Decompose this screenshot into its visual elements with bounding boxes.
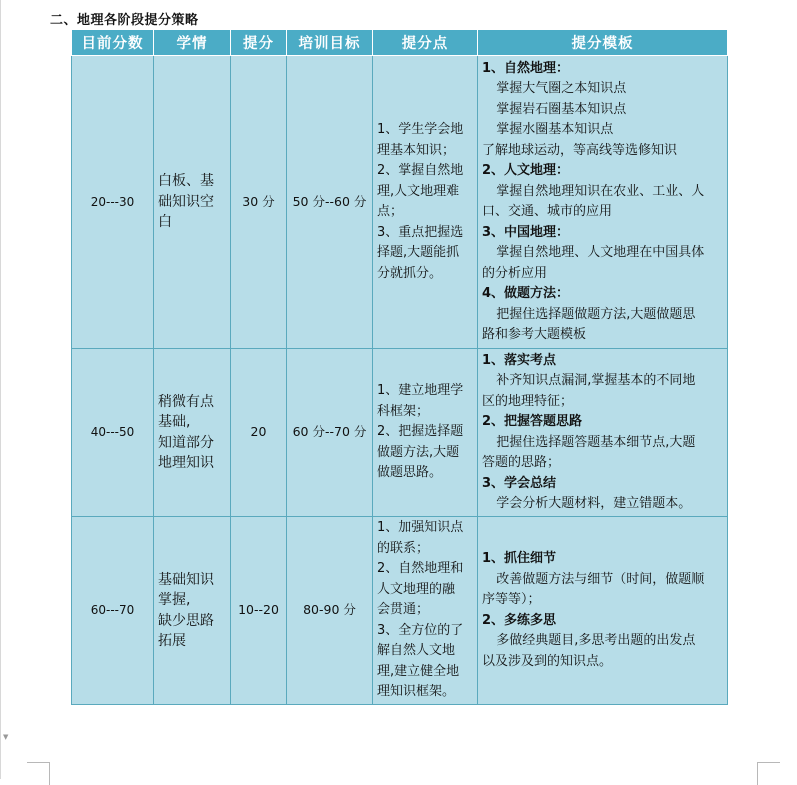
point-line: 做题方法,大题 <box>377 444 460 460</box>
status-line: 稍微有点 <box>158 393 214 410</box>
point-line: 理知识框架。 <box>377 684 456 700</box>
template-line: 区的地理特征； <box>482 393 574 409</box>
status-line: 基础, <box>158 414 191 430</box>
status-line: 拓展 <box>158 633 186 649</box>
point-line: 点； <box>377 204 404 219</box>
gain-template-cell <box>478 349 728 517</box>
gain-template-cell <box>478 56 728 349</box>
header-gain-points: 提分点 <box>373 30 478 56</box>
current-score-cell: 40---50 <box>72 349 154 517</box>
gain-points-cell <box>373 517 478 705</box>
template-heading: 1、落实考点 <box>482 352 557 368</box>
template-line: 路和参考大题模板 <box>482 327 587 342</box>
scroll-arrow-icon: ▼ <box>3 733 9 741</box>
page-corner-mark-right <box>757 762 780 785</box>
template-heading: 2、人文地理： <box>482 163 570 178</box>
point-line: 理基本知识； <box>377 142 456 158</box>
template-heading: 1、抓住细节 <box>482 551 557 566</box>
point-line: 的联系； <box>377 540 430 556</box>
template-line: 掌握自然地理知识在农业、工业、人 <box>496 183 705 199</box>
template-line: 序等等）； <box>482 592 541 607</box>
learning-status-cell <box>154 517 231 705</box>
point-line: 2、把握选择题 <box>377 424 464 440</box>
status-line: 知道部分 <box>158 434 214 451</box>
template-line: 掌握水圈基本知识点 <box>496 122 614 137</box>
table-row <box>72 56 728 349</box>
status-line: 基础知识 <box>158 571 214 588</box>
strategy-table <box>71 29 728 705</box>
learning-status-cell <box>154 56 231 349</box>
point-line: 人文地理的融 <box>377 581 456 597</box>
template-line: 了解地球运动，等高线等选修知识 <box>482 142 678 158</box>
point-line: 分就抓分。 <box>377 265 443 281</box>
score-gain-cell: 30 分 <box>231 56 287 349</box>
status-line: 缺少思路 <box>158 612 214 629</box>
point-line: 理,建立健全地 <box>377 663 460 679</box>
template-heading: 2、把握答题思路 <box>482 414 583 429</box>
gain-points-cell <box>373 56 478 349</box>
training-goal-cell: 50 分--60 分 <box>287 56 373 349</box>
template-line: 掌握岩石圈基本知识点 <box>496 101 627 117</box>
template-heading: 2、多练多思 <box>482 612 557 628</box>
template-line: 多做经典题目,多思考出题的出发点 <box>496 633 696 648</box>
header-current-score: 目前分数 <box>72 30 154 56</box>
header-training-goal: 培训目标 <box>287 30 373 56</box>
template-line: 答题的思路； <box>482 455 561 470</box>
point-line: 2、掌握自然地 <box>377 163 464 178</box>
point-line: 择题,大题能抓 <box>377 245 460 260</box>
point-line: 1、学生学会地 <box>377 122 464 137</box>
point-line: 1、建立地理学 <box>377 383 464 399</box>
gain-points-cell <box>373 349 478 517</box>
score-gain-cell: 10--20 <box>231 517 287 705</box>
table-header-row <box>72 30 728 56</box>
point-line: 1、加强知识点 <box>377 520 464 536</box>
template-heading: 3、学会总结 <box>482 475 557 491</box>
status-line: 础知识空 <box>158 193 214 210</box>
template-line: 掌握大气圈之本知识点 <box>496 81 627 96</box>
template-line: 补齐知识点漏洞,掌握基本的不同地 <box>496 373 696 388</box>
status-line: 白 <box>158 214 172 231</box>
point-line: 解自然人文地 <box>377 643 456 659</box>
point-line: 理,人文地理难 <box>377 183 460 199</box>
point-line: 3、重点把握选 <box>377 224 464 240</box>
learning-status-cell <box>154 349 231 517</box>
template-line: 掌握自然地理、人文地理在中国具体 <box>496 245 705 260</box>
header-learning-status: 学情 <box>154 30 231 56</box>
score-gain-cell: 20 <box>231 349 287 517</box>
section-title: 二、地理各阶段提分策略 <box>50 13 199 28</box>
point-line: 科框架； <box>377 403 430 419</box>
template-line: 把握住选择题做题方法,大题做题思 <box>496 306 696 322</box>
current-score-cell: 60---70 <box>72 517 154 705</box>
training-goal-cell: 60 分--70 分 <box>287 349 373 517</box>
template-heading: 4、做题方法： <box>482 286 570 301</box>
point-line: 做题思路。 <box>377 465 443 481</box>
template-line: 改善做题方法与细节（时间，做题顺 <box>496 571 705 587</box>
table-row <box>72 349 728 517</box>
status-line: 地理知识 <box>158 455 214 471</box>
template-line: 以及涉及到的知识点。 <box>482 653 613 669</box>
point-line: 3、全方位的了 <box>377 622 464 638</box>
current-score-cell: 20---30 <box>72 56 154 349</box>
template-line: 把握住选择题答题基本细节点,大题 <box>496 434 696 450</box>
point-line: 会贯通； <box>377 602 430 618</box>
header-score-gain: 提分 <box>231 30 287 56</box>
template-line: 学会分析大题材料，建立错题本。 <box>496 496 692 511</box>
template-heading: 1、自然地理： <box>482 60 570 76</box>
template-line: 口、交通、城市的应用 <box>482 204 613 219</box>
gain-template-cell <box>478 517 728 705</box>
training-goal-cell: 80-90 分 <box>287 517 373 705</box>
header-gain-template: 提分模板 <box>478 30 728 56</box>
point-line: 2、自然地理和 <box>377 561 464 577</box>
page-left-edge <box>0 0 1 779</box>
status-line: 白板、基 <box>158 173 214 190</box>
table-row <box>72 517 728 705</box>
page-corner-mark-left <box>27 762 50 785</box>
status-line: 掌握, <box>158 592 191 608</box>
template-line: 的分析应用 <box>482 265 548 281</box>
template-heading: 3、中国地理： <box>482 224 570 240</box>
